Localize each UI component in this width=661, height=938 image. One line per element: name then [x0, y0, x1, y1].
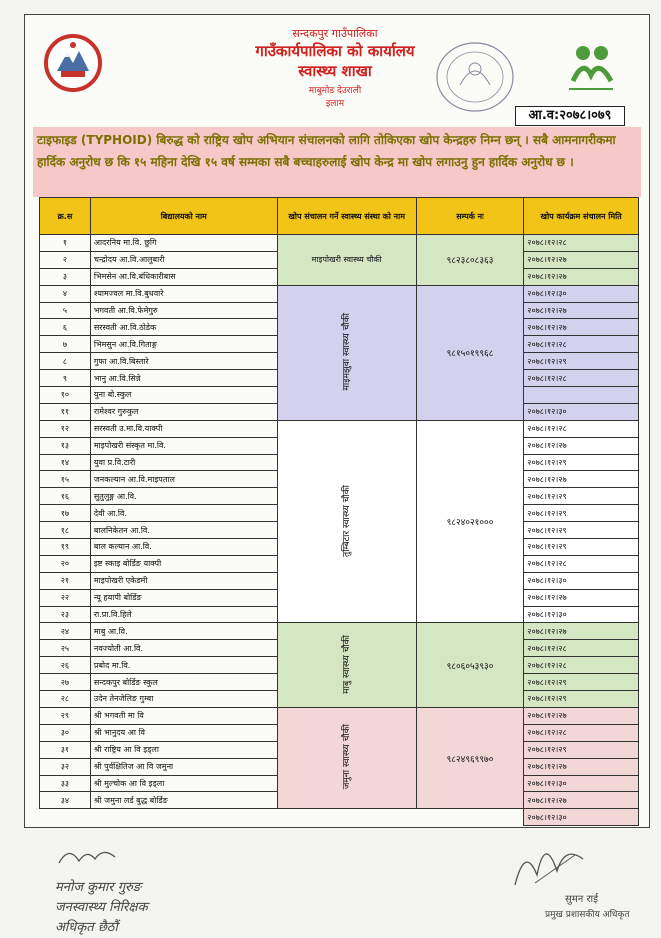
cell-school-name: गुफा आ.वि.बिस्तारे — [90, 353, 277, 370]
cell-campaign-date: २०७८।१२।२८ — [524, 370, 639, 387]
cell-health-post — [277, 235, 416, 286]
cell-school-name: आदरनिय मा.वि. छुगि — [90, 235, 277, 252]
col-header-phone: सम्पर्क नः — [416, 198, 524, 235]
nepal-emblem-icon — [43, 33, 103, 93]
cell-campaign-date: २०७८।१२।२९ — [524, 488, 639, 505]
cell-campaign-date: २०७८।१२।२७ — [524, 302, 639, 319]
typhoid-campaign-notice: टाइफाइड (TYPHOID) बिरुद्ध को राष्ट्रिय खोप अभियान संचालनको लागि तोकिएका खोप केन्द्रहरु निम्न छन् । सबै आमनागरीकमा हार्दिक अनुरोध छ कि १५ महिना देखि १५ वर्ष सम्मका सबै बच्चाहरुलाई खोप केन्द्र मा खोप लगाउनु हुन हार्दिक अनुरोध छ । — [33, 127, 641, 197]
cell-serial: ४ — [40, 285, 91, 302]
cell-school-name: श्री राष्ट्रिय आ वि इड्ला — [90, 741, 277, 758]
letterhead — [25, 15, 649, 125]
cell-school-name: युना बो.स्कुल — [90, 387, 277, 404]
cell-serial: १२ — [40, 420, 91, 437]
cell-school-name: रा.प्रा.वि.हिले — [90, 606, 277, 623]
cell-serial: १३ — [40, 437, 91, 454]
cell-campaign-date: २०७८।१२।२७ — [524, 268, 639, 285]
cell-school-name: श्यामज्वल मा.वि.बुधवारे — [90, 285, 277, 302]
cell-campaign-date: २०७८।१२।३० — [524, 809, 639, 826]
cell-school-name: माइपोखरी एकेडमी — [90, 572, 277, 589]
cell-contact-number: ९८२३८०८३६३ — [416, 235, 524, 286]
cell-campaign-date: २०७८।१२।२८ — [524, 640, 639, 657]
col-header-sn: क्र.स — [40, 198, 91, 235]
table-header-row — [40, 198, 639, 235]
cell-serial: ५ — [40, 302, 91, 319]
cell-school-name: भिमसुन आ.वि.गिताङ्ग — [90, 336, 277, 353]
health-post-name: माइपोखरी स्वास्थ्य चौकी — [311, 255, 382, 265]
right-signature-block — [505, 835, 661, 925]
cell-campaign-date: २०७८।१२।२७ — [524, 471, 639, 488]
cell-serial: १६ — [40, 488, 91, 505]
cell-serial: ३० — [40, 724, 91, 741]
cell-school-name: बाल कल्यान आ.वि. — [90, 539, 277, 556]
cell-school-name: श्री भगवती मा वि — [90, 707, 277, 724]
cell-contact-number: ९८१५०१९९६८ — [416, 285, 524, 420]
cell-school-name: उदेन तेनजेलिङ गुम्बा — [90, 691, 277, 708]
cell-campaign-date: २०७८।१२।२९ — [524, 691, 639, 708]
cell-serial: ३३ — [40, 775, 91, 792]
col-header-date: खोप कार्यक्रम संचालन मिति — [524, 198, 639, 235]
cell-school-name: सरस्वती उ.मा.वि.याक्पी — [90, 420, 277, 437]
cell-serial: ११ — [40, 403, 91, 420]
cell-contact-number: ९८०६०५३९३० — [416, 623, 524, 707]
cell-serial: २० — [40, 555, 91, 572]
right-signature-icon — [505, 835, 595, 895]
cell-campaign-date — [524, 387, 639, 404]
right-signer-title: प्रमुख प्रशासकीय अधिकृत — [545, 910, 630, 920]
cell-campaign-date: २०७८।१२।२७ — [524, 589, 639, 606]
health-post-name: तुम्बिटार स्वास्थ्य चौकी — [342, 484, 353, 557]
table-row — [40, 285, 639, 302]
letter-sheet — [24, 14, 650, 935]
cell-school-name: श्री भानुदय आ वि — [90, 724, 277, 741]
cell-serial: १८ — [40, 522, 91, 539]
cell-campaign-date: २०७८।१२।३० — [524, 775, 639, 792]
cell-health-post — [277, 420, 416, 623]
cell-serial: २९ — [40, 707, 91, 724]
cell-school-name: चन्द्रोदय आ.वि.आलुबारी — [90, 251, 277, 268]
cell-campaign-date: २०७८।१२।२८ — [524, 336, 639, 353]
cell-serial: १० — [40, 387, 91, 404]
table-row — [40, 707, 639, 724]
health-family-logo-icon — [561, 37, 621, 97]
cell-serial: २२ — [40, 589, 91, 606]
cell-campaign-date: २०७८।१२।२९ — [524, 539, 639, 556]
right-signer-name: सुमन राई — [565, 894, 599, 905]
cell-campaign-date: २०७८।१२।२७ — [524, 437, 639, 454]
cell-school-name: सुतुलुङ्ग आ.वि. — [90, 488, 277, 505]
cell-contact-number: ९८२४०२१००० — [416, 420, 524, 623]
municipality-name: सन्दकपुर गाउँपालिका — [292, 27, 378, 40]
fiscal-year-ref: आ.व:२०७८।०७९ — [515, 106, 625, 126]
cell-campaign-date: २०७८।१२।३० — [524, 403, 639, 420]
address-line: माबुमोड देउराली — [308, 86, 362, 96]
col-header-school: बिद्यालयको नाम — [90, 198, 277, 235]
cell-campaign-date: २०७८।१२।३० — [524, 606, 639, 623]
table-row — [40, 623, 639, 640]
health-post-name: माबु स्वास्थ्य चौकी — [342, 634, 353, 694]
cell-school-name: बालनिकेतन आ.वि. — [90, 522, 277, 539]
cell-school-name: भिमसेन आ.वि.बंधिकारीबास — [90, 268, 277, 285]
left-signature-icon — [55, 843, 125, 871]
cell-serial: ३ — [40, 268, 91, 285]
health-post-name: जमुना स्वास्थ्य चौकी — [342, 724, 353, 790]
table-body — [40, 235, 639, 826]
cell-campaign-date: २०७८।१२।२९ — [524, 522, 639, 539]
cell-campaign-date: २०७८।१२।२७ — [524, 792, 639, 809]
cell-serial: २६ — [40, 657, 91, 674]
col-header-org: खोप संचालन गर्ने स्वास्थ्य संस्था को नाम — [277, 198, 416, 235]
left-signature-block — [55, 843, 215, 935]
cell-campaign-date: २०७८।१२।२९ — [524, 353, 639, 370]
cell-serial: ९ — [40, 370, 91, 387]
cell-school-name: न्यू हयापी बोर्डिङ — [90, 589, 277, 606]
cell-health-post — [277, 707, 416, 808]
cell-school-name: सन्दकपुर बोर्डिङ स्कुल — [90, 674, 277, 691]
cell-serial: २८ — [40, 691, 91, 708]
left-signer-title: जनस्वास्थ्य निरिक्षक — [55, 900, 148, 915]
cell-serial: १९ — [40, 539, 91, 556]
cell-campaign-date: २०७८।१२।२८ — [524, 555, 639, 572]
cell-serial: २३ — [40, 606, 91, 623]
cell-serial: ६ — [40, 319, 91, 336]
cell-school-name: श्री मुल्चोक आ वि इड्ला — [90, 775, 277, 792]
cell-health-post — [277, 623, 416, 707]
cell-school-name: जनकल्यान आ.वि.माइपताल — [90, 471, 277, 488]
cell-campaign-date: २०७८।१२।२७ — [524, 758, 639, 775]
cell-school-name: प्रबोद मा.वि. — [90, 657, 277, 674]
cell-campaign-date: २०७८।१२।२८ — [524, 420, 639, 437]
table-row-extra — [40, 809, 639, 826]
cell-campaign-date: २०७८।१२।२७ — [524, 707, 639, 724]
office-seal-icon — [430, 37, 530, 117]
cell-school-name: श्री पुर्वक्षितिज आ वि जमुना — [90, 758, 277, 775]
cell-campaign-date: २०७८।१२।२९ — [524, 741, 639, 758]
table-row — [40, 420, 639, 437]
cell-school-name: भानु आ.वि.सिन्ने — [90, 370, 277, 387]
table-row — [40, 235, 639, 252]
cell-campaign-date: २०७८।१२।२८ — [524, 657, 639, 674]
cell-serial: १५ — [40, 471, 91, 488]
cell-school-name: माबु आ.वि. — [90, 623, 277, 640]
cell-serial: ३१ — [40, 741, 91, 758]
cell-serial: ८ — [40, 353, 91, 370]
cell-school-name: भगवती आ.वि.फेमेगुरु — [90, 302, 277, 319]
cell-school-name: युवा प्र.वि.टारी — [90, 454, 277, 471]
cell-serial: ७ — [40, 336, 91, 353]
empty-cell — [40, 809, 524, 826]
cell-school-name: इष्ट स्काइ बोर्डिङ याक्पी — [90, 555, 277, 572]
district-line: इलाम — [325, 99, 345, 109]
cell-school-name: देवी आ.वि. — [90, 505, 277, 522]
cell-serial: २ — [40, 251, 91, 268]
cell-campaign-date: २०७८।१२।२७ — [524, 319, 639, 336]
cell-health-post — [277, 285, 416, 420]
health-post-name: माइमझुवा स्वास्थ्य चौकी — [342, 312, 353, 391]
cell-campaign-date: २०७८।१२।२७ — [524, 623, 639, 640]
cell-school-name: सरस्वती आ.वि.ठोडेक — [90, 319, 277, 336]
vaccination-center-table — [39, 197, 639, 826]
cell-school-name: नवज्योती आ.वि. — [90, 640, 277, 657]
cell-campaign-date: २०७८।१२।२८ — [524, 235, 639, 252]
left-signer-rank: अधिकृत छैठौं — [55, 920, 118, 935]
cell-serial: २५ — [40, 640, 91, 657]
cell-contact-number: ९८२४९६९९७० — [416, 707, 524, 808]
cell-serial: १४ — [40, 454, 91, 471]
cell-campaign-date: २०७८।१२।२९ — [524, 505, 639, 522]
cell-school-name: श्री जमुना लर्ड बुद्ध बोर्डिङ — [90, 792, 277, 809]
cell-serial: २४ — [40, 623, 91, 640]
cell-campaign-date: २०७८।१२।२७ — [524, 251, 639, 268]
cell-serial: १ — [40, 235, 91, 252]
cell-campaign-date: २०७८।१२।३० — [524, 572, 639, 589]
cell-school-name: माइपोखरी संस्कृत मा.वि. — [90, 437, 277, 454]
cell-serial: २१ — [40, 572, 91, 589]
cell-campaign-date: २०७८।१२।२८ — [524, 724, 639, 741]
office-name: गाउँकार्यपालिका को कार्यालय — [255, 42, 415, 60]
section-name: स्वास्थ्य शाखा — [298, 62, 372, 80]
cell-serial: १७ — [40, 505, 91, 522]
cell-school-name: रामेश्वर गुरुकुल — [90, 403, 277, 420]
cell-campaign-date: २०७८।१२।२९ — [524, 454, 639, 471]
cell-campaign-date: २०७८।१२।२९ — [524, 674, 639, 691]
cell-serial: २७ — [40, 674, 91, 691]
cell-serial: ३२ — [40, 758, 91, 775]
cell-campaign-date: २०७८।१२।३० — [524, 285, 639, 302]
left-signer-name: मनोज कुमार गुरुङ — [55, 880, 142, 895]
cell-serial: ३४ — [40, 792, 91, 809]
